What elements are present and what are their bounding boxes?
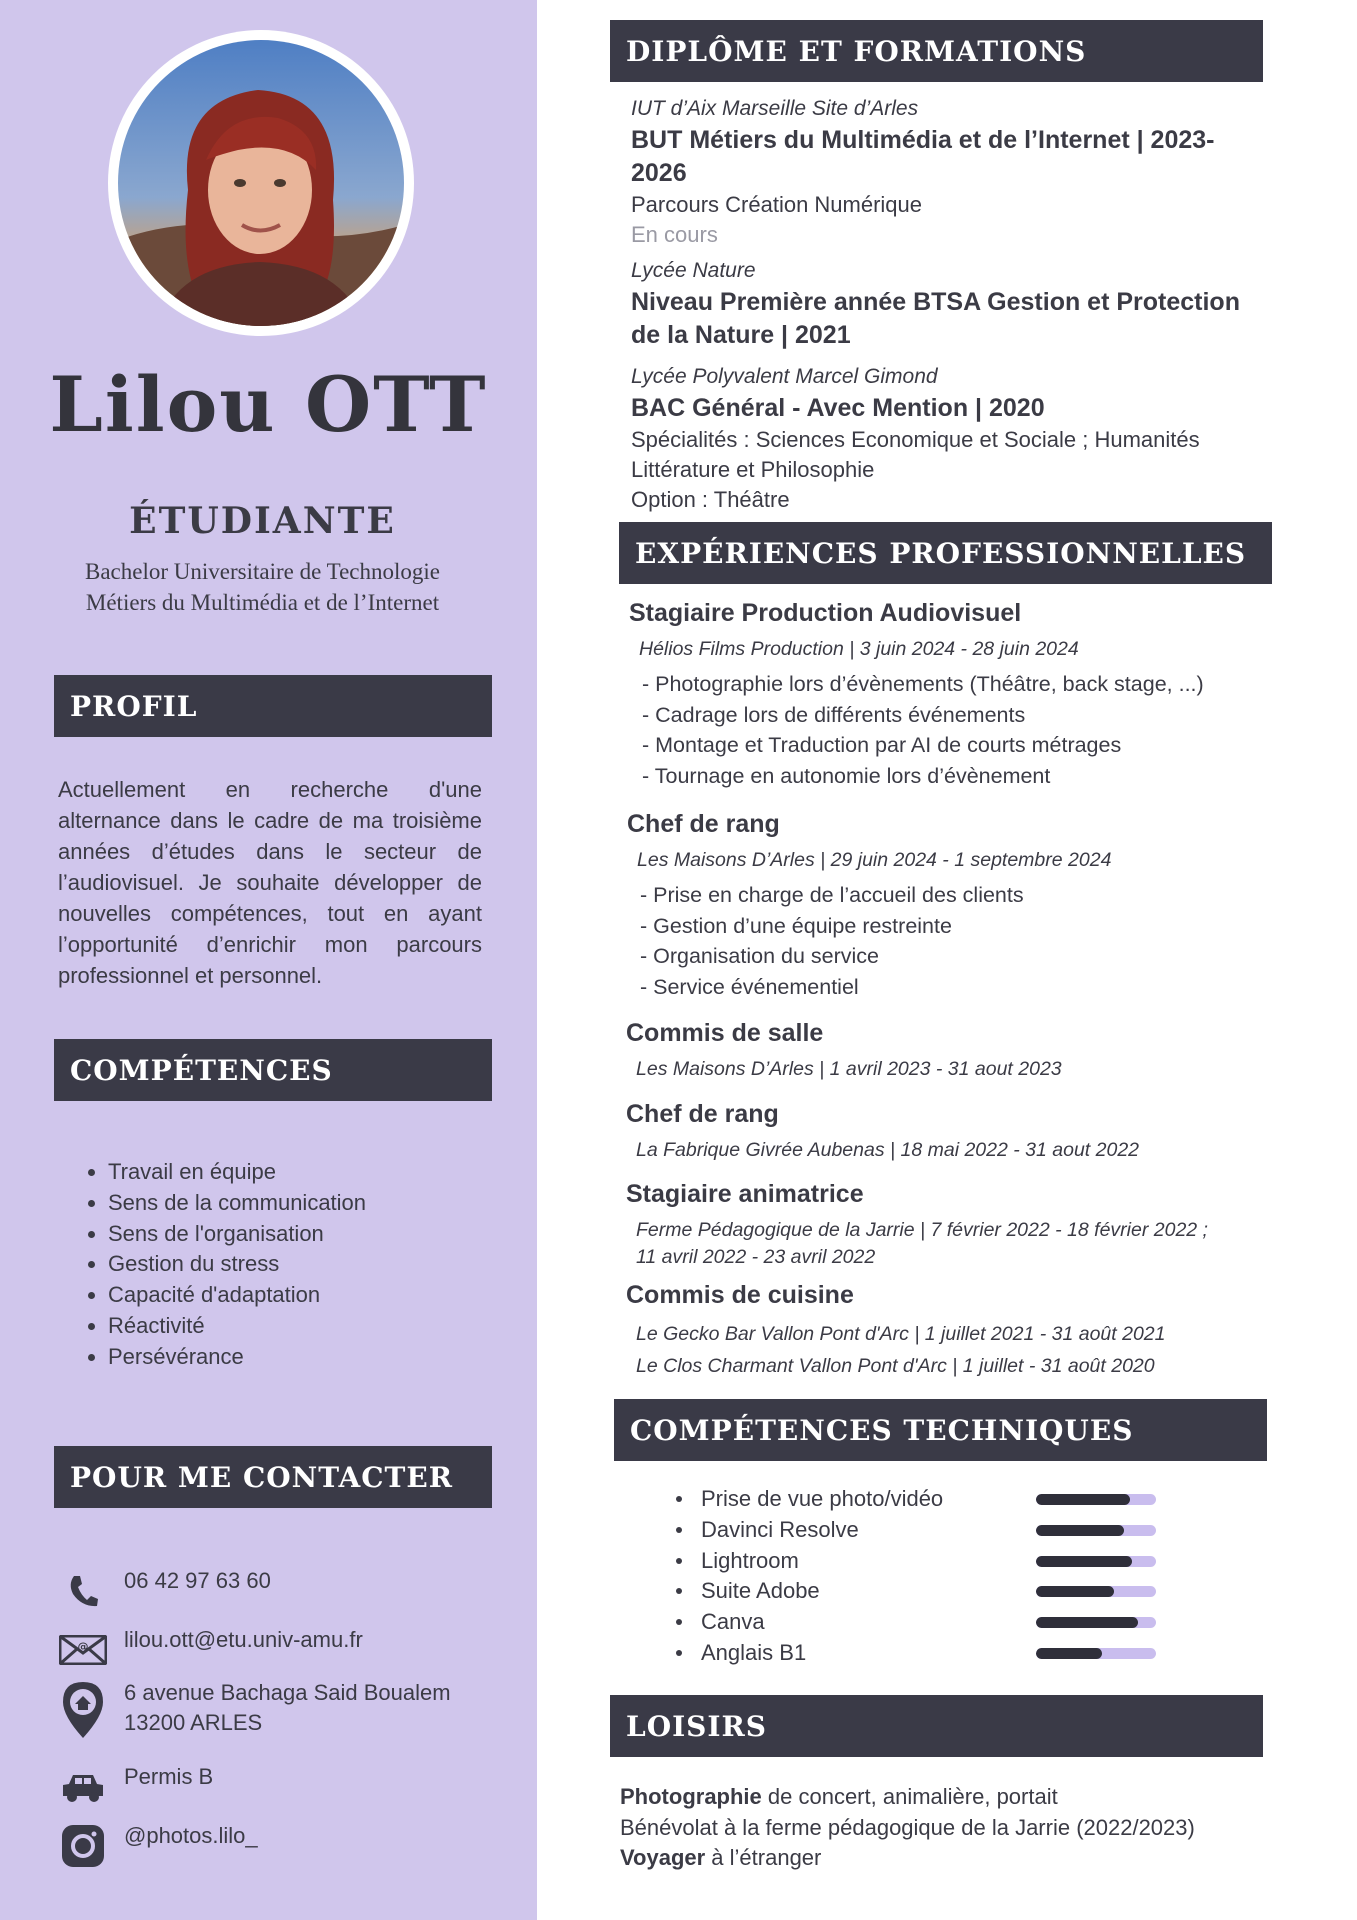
tech-skill-row	[676, 1515, 1196, 1546]
tech-skill-bar	[1036, 1617, 1156, 1628]
skill-item: • Persévérance	[108, 1342, 366, 1373]
degree-subtitle	[0, 556, 525, 618]
profile-heading: PROFIL	[54, 675, 492, 737]
bullet	[676, 1558, 682, 1564]
education-detail: Parcours Création Numérique	[631, 192, 923, 217]
svg-text:@: @	[77, 1640, 89, 1653]
phone-icon	[58, 1566, 108, 1616]
job-entry	[626, 1016, 1266, 1083]
instagram-handle[interactable]: @photos.lilo_	[124, 1823, 258, 1848]
school-name: Lycée Nature	[631, 259, 756, 282]
job-meta: Les Maisons D’Arles | 1 avril 2023 - 31 aout 2023	[636, 1058, 1062, 1080]
skill-item: • Gestion du stress	[108, 1249, 366, 1280]
role-title: ÉTUDIANTE	[129, 500, 396, 542]
experience-heading: EXPÉRIENCES PROFESSIONNELLES	[619, 522, 1272, 584]
tech-skill-row	[676, 1576, 1196, 1607]
job-entry	[629, 596, 1269, 791]
tech-skill-row	[676, 1546, 1196, 1577]
job-task: - Prise en charge de l’accueil des clients	[640, 883, 1024, 907]
tech-skill-bar	[1036, 1648, 1156, 1659]
sidebar	[0, 0, 537, 1920]
profile-text: Actuellement en recherche d'une alternance dans le cadre de ma troisième années d’études dans le secteur de l’audiovisuel. Je souhaite développer de nouvelles compétences, tout en ayant l’opportunité d’enrichir mon parcours professionnel et personnel.	[58, 777, 482, 988]
job-task: - Cadrage lors de différents événements	[642, 702, 1026, 727]
tech-skill-label: Davinci Resolve	[701, 1516, 859, 1542]
skill-item: • Travail en équipe	[108, 1157, 366, 1188]
hobby-keyword: Photographie	[620, 1784, 762, 1809]
school-name: IUT d’Aix Marseille Site d’Arles	[631, 97, 919, 120]
job-meta: La Fabrique Givrée Aubenas | 18 mai 2022 - 31 aout 2022	[636, 1139, 1140, 1161]
education-heading: DIPLÔME ET FORMATIONS	[610, 20, 1263, 82]
education-title: Niveau Première année BTSA Gestion et Protection de la Nature | 2021	[631, 288, 1240, 349]
hobby-detail: à l’étranger	[705, 1845, 822, 1870]
tech-skill-fill	[1036, 1617, 1138, 1628]
education-item	[631, 256, 1251, 352]
email-address[interactable]: lilou.ott@etu.univ-amu.fr	[124, 1627, 363, 1652]
tech-skill-fill	[1036, 1586, 1114, 1597]
job-entry	[626, 1097, 1266, 1164]
hobby-detail: de concert, animalière, portait	[761, 1784, 1058, 1809]
location-icon	[58, 1678, 108, 1742]
job-meta	[626, 1217, 1266, 1271]
address-line: 6 avenue Bachaga Said Boualem	[124, 1680, 451, 1705]
job-title: Stagiaire animatrice	[626, 1180, 864, 1208]
tech-skill-label: Anglais B1	[701, 1639, 807, 1665]
education-detail: Option : Théâtre	[631, 487, 790, 512]
education-title: BAC Général - Avec Mention | 2020	[631, 394, 1045, 422]
job-entry	[626, 1278, 1266, 1382]
job-tasks	[629, 669, 1269, 791]
tech-skill-label: Canva	[701, 1609, 765, 1635]
tech-skill-bar	[1036, 1494, 1156, 1505]
hobbies-heading: LOISIRS	[610, 1695, 1263, 1757]
job-task: - Tournage en autonomie lors d’évènement	[642, 763, 1051, 788]
hobbies-text	[620, 1782, 1195, 1874]
tech-skill-label: Prise de vue photo/vidéo	[701, 1486, 944, 1511]
education-item	[631, 94, 1251, 250]
job-meta-line: Le Gecko Bar Vallon Pont d'Arc | 1 juillet 2021 - 31 août 2021	[636, 1323, 1166, 1345]
job-meta-line: 11 avril 2022 - 23 avril 2022	[636, 1246, 876, 1268]
phone-number[interactable]: 06 42 97 63 60	[124, 1568, 271, 1593]
job-entry	[626, 1177, 1266, 1271]
tech-skill-row	[676, 1638, 1196, 1669]
job-task: - Gestion d’une équipe restreinte	[640, 913, 952, 938]
tech-skill-row	[676, 1484, 1196, 1515]
hobby-line: Bénévolat à la ferme pédagogique de la Jarrie (2022/2023)	[620, 1814, 1195, 1840]
education-item	[631, 362, 1251, 515]
car-icon	[58, 1762, 108, 1812]
tech-skills-list	[676, 1484, 1196, 1669]
hobby-line	[620, 1843, 1195, 1874]
bullet	[676, 1527, 682, 1533]
job-task: - Service événementiel	[640, 974, 859, 999]
skill-item: • Réactivité	[108, 1311, 366, 1342]
school-name: Lycée Polyvalent Marcel Gimond	[631, 365, 938, 388]
tech-skill-fill	[1036, 1525, 1124, 1536]
skills-list	[80, 1157, 366, 1373]
tech-skill-bar	[1036, 1525, 1156, 1536]
email-icon	[58, 1625, 108, 1675]
degree-line: Métiers du Multimédia et de l’Internet	[85, 590, 440, 615]
job-task: - Montage et Traduction par AI de courts métrages	[642, 733, 1122, 757]
bullet	[676, 1588, 682, 1594]
education-status: En cours	[631, 222, 718, 247]
instagram-icon	[58, 1821, 108, 1871]
job-tasks	[627, 880, 1267, 1002]
tech-skill-fill	[1036, 1648, 1102, 1659]
skills-heading: COMPÉTENCES	[54, 1039, 492, 1101]
skill-item: • Sens de l'organisation	[108, 1219, 366, 1250]
tech-skills-heading: COMPÉTENCES TECHNIQUES	[614, 1399, 1267, 1461]
job-meta: Hélios Films Production | 3 juin 2024 - 28 juin 2024	[639, 638, 1079, 660]
bullet	[676, 1619, 682, 1625]
address-text	[124, 1678, 451, 1738]
job-meta: Les Maisons D’Arles | 29 juin 2024 - 1 septembre 2024	[637, 849, 1112, 871]
job-title: Stagiaire Production Audiovisuel	[629, 599, 1022, 627]
degree-line: Bachelor Universitaire de Technologie	[85, 559, 440, 584]
job-task: - Organisation du service	[640, 944, 879, 968]
job-entry	[627, 807, 1267, 1002]
job-title: Commis de salle	[626, 1019, 824, 1047]
job-title: Chef de rang	[626, 1100, 779, 1128]
job-title: Chef de rang	[627, 810, 780, 838]
address-line: 13200 ARLES	[124, 1710, 263, 1735]
job-title: Commis de cuisine	[626, 1281, 854, 1309]
tech-skill-bar	[1036, 1586, 1156, 1597]
hobby-line	[620, 1782, 1195, 1813]
tech-skill-fill	[1036, 1556, 1132, 1567]
job-meta-line: Ferme Pédagogique de la Jarrie | 7 février 2022 - 18 février 2022 ;	[636, 1219, 1208, 1241]
job-task: - Photographie lors d’évènements (Théâtre, back stage, ...)	[642, 672, 1204, 696]
hobby-keyword: Voyager	[620, 1845, 706, 1870]
bullet	[676, 1496, 682, 1502]
bullet	[676, 1650, 682, 1656]
job-meta	[626, 1318, 1266, 1382]
skill-item: • Sens de la communication	[108, 1188, 366, 1219]
job-meta-line: Le Clos Charmant Vallon Pont d'Arc | 1 juillet - 31 août 2020	[636, 1355, 1155, 1377]
tech-skill-label: Suite Adobe	[701, 1578, 820, 1604]
contact-heading: POUR ME CONTACTER	[54, 1446, 492, 1508]
license-text: Permis B	[124, 1764, 214, 1789]
profile-photo	[108, 30, 414, 336]
person-name: Lilou OTT	[49, 360, 488, 449]
tech-skill-row	[676, 1607, 1196, 1638]
education-title: BUT Métiers du Multimédia et de l’Internet | 2023-2026	[631, 126, 1215, 187]
education-detail: Spécialités : Sciences Economique et Sociale ; Humanités Littérature et Philosophie	[631, 427, 1200, 482]
tech-skill-label: Lightroom	[701, 1547, 799, 1573]
tech-skill-bar	[1036, 1556, 1156, 1567]
tech-skill-fill	[1036, 1494, 1130, 1505]
skill-item: • Capacité d'adaptation	[108, 1280, 366, 1311]
